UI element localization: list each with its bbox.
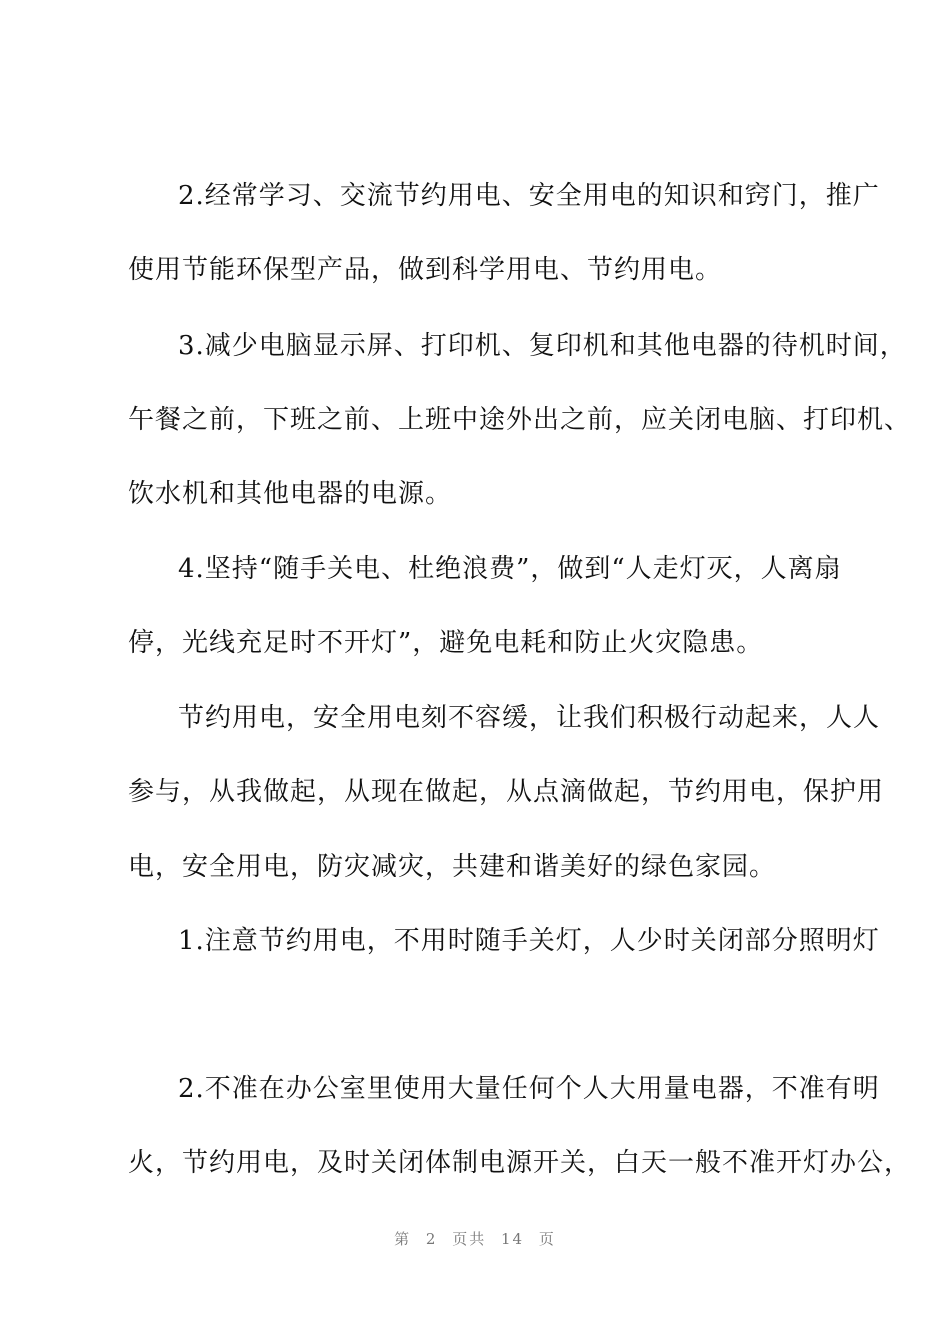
paragraph-line: 2.经常学习、交流节约用电、安全用电的知识和窍门，推广 (178, 181, 880, 211)
paragraph-line: 电，安全用电，防灾减灾，共建和谐美好的绿色家园。 (128, 852, 777, 882)
paragraph-line: 午餐之前，下班之前、上班中途外出之前，应关闭电脑、打印机、 (128, 405, 912, 435)
page-number-footer: 第 2 页共 14 页 (394, 1230, 556, 1248)
paragraph-line: 4.坚持“随手关电、杜绝浪费”，做到“人走灯灭，人离扇 (178, 554, 842, 584)
paragraph-line: 节约用电，安全用电刻不容缓，让我们积极行动起来，人人 (178, 703, 881, 733)
paragraph-line: 3.减少电脑显示屏、打印机、复印机和其他电器的待机时间， (178, 331, 907, 361)
paragraph-line: 饮水机和其他电器的电源。 (128, 479, 453, 509)
paragraph-line: 1.注意节约用电，不用时随手关灯，人少时关闭部分照明灯 (178, 926, 880, 956)
paragraph-line: 使用节能环保型产品，做到科学用电、节约用电。 (128, 255, 723, 285)
paragraph-line: 停，光线充足时不开灯”，避免电耗和防止火灾隐患。 (128, 628, 764, 658)
paragraph-line: 火，节约用电，及时关闭体制电源开关，白天一般不准开灯办公， (128, 1148, 912, 1178)
paragraph-line: 2.不准在办公室里使用大量任何个人大用量电器，不准有明 (178, 1074, 880, 1104)
paragraph-line: 参与，从我做起，从现在做起，从点滴做起，节约用电，保护用 (128, 777, 885, 807)
